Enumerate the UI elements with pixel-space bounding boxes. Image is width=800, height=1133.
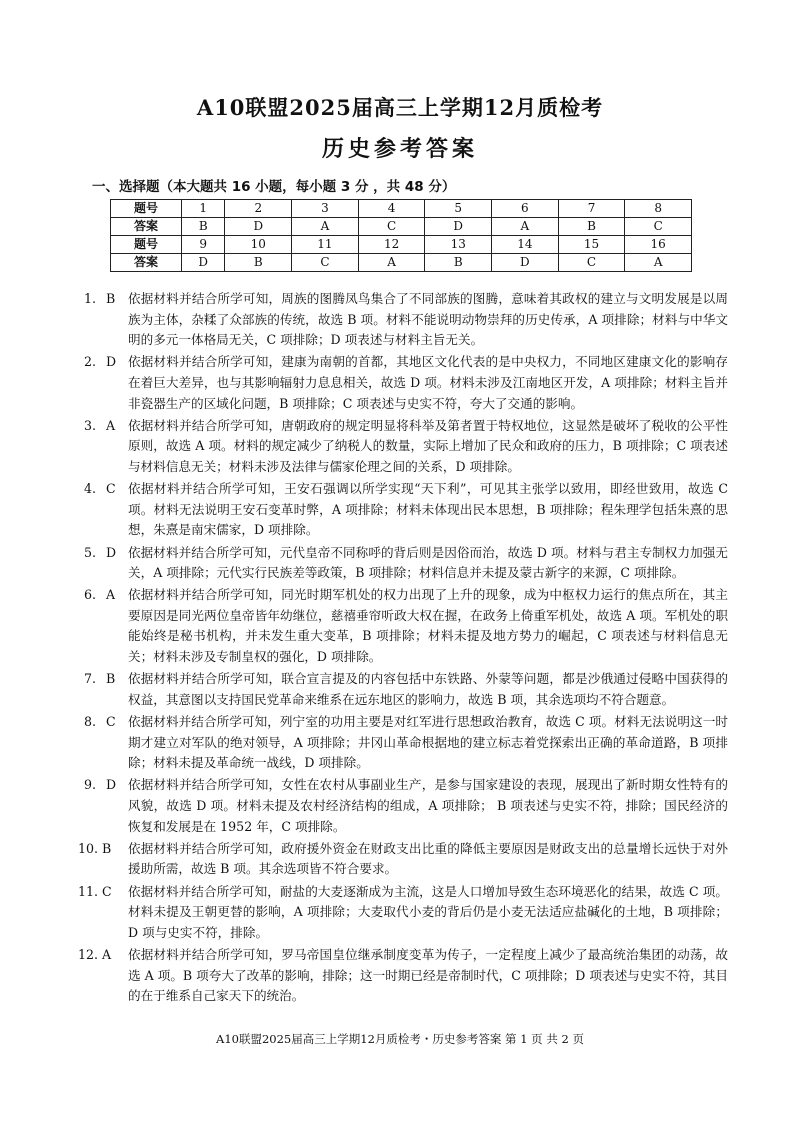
answer-cell: A	[358, 254, 425, 272]
item-answer: A	[106, 587, 116, 603]
item-text: 依据材料并结合所学可知，列宁室的功用主要是对红军进行思想政治教育，故选 C 项。材料无法说明这一时期才建立对军队的绝对领导，A 项排除；井冈山革命根据地的建立标志着党探索出正确的革命道路，B 项排除；材料未提及革命统一战线，D 项排除。	[128, 714, 728, 771]
question-number-cell: 14	[492, 236, 559, 254]
item-number: 10.	[78, 840, 99, 856]
question-number-cell: 3	[292, 200, 359, 218]
page-footer: A10联盟2025届高三上学期12月质检考・历史参考答案 第 1 页 共 2 页	[216, 1032, 584, 1046]
item-answer: B	[106, 671, 116, 687]
table-row-numbers-1	[111, 200, 692, 218]
answer-cell: B	[558, 218, 625, 236]
item-number: 4.	[84, 481, 97, 497]
item-text: 依据材料并结合所学可知，周族的图腾凤鸟集合了不同部族的图腾，意味着其政权的建立与文明发展是以周族为主体，杂糅了众部族的传统，故选 B 项。材料不能说明动物崇拜的历史传承，A 项排除；材料与中华文明的多元一体格局无关，C 项排除；D 项表述与材料主旨无关。	[128, 291, 728, 348]
answer-cell: B	[425, 254, 492, 272]
item-text: 依据材料并结合所学可知，元代皇帝不同称呼的背后则是因俗而治，故选 D 项。材料与君主专制权力加强无关，A 项排除；元代实行民族差等政策，B 项排除；材料信息并未提及蒙古新字的来源，C 项排除。	[128, 544, 728, 581]
table-row-numbers-2	[111, 236, 692, 254]
answer-cell: A	[625, 254, 692, 272]
question-number-cell: 4	[358, 200, 425, 218]
item-answer: C	[106, 481, 116, 497]
item-number: 8.	[84, 714, 97, 730]
answer-cell: D	[492, 254, 559, 272]
question-number-cell: 10	[225, 236, 292, 254]
explanation-item-11	[78, 882, 728, 944]
explanation-item-5	[78, 543, 728, 584]
item-number: 3.	[84, 417, 97, 433]
explanation-list	[78, 289, 728, 1008]
section-heading: 一、选择题（本大题共 16 小题，每小题 3 分 ，共 48 分）	[92, 179, 456, 195]
item-text: 依据材料并结合所学可知，唐朝政府的规定明显将科举及第者置于特权地位，这显然是破坏了税收的公平性原则，故选 A 项。材料的规定减少了纳税人的数量，实际上增加了民众和政府的压力，B 项排除；C 项表述与材料信息无关；材料未涉及法律与儒家伦理之间的关系，D 项排除。	[128, 417, 728, 474]
explanation-item-2	[78, 352, 728, 414]
item-text: 依据材料并结合所学可知，女性在农村从事副业生产，是参与国家建设的表现，展现出了新时期女性特有的风貌，故选 D 项。材料未提及农村经济结构的组成，A 项排除； B 项表述与史实不符，排除；国民经济的恢复和发展是在 1952 年，C 项排除。	[128, 777, 728, 834]
explanation-item-12	[78, 945, 728, 1007]
question-number-cell: 15	[558, 236, 625, 254]
item-answer: C	[106, 714, 116, 730]
item-number: 1.	[84, 291, 97, 306]
item-text: 依据材料并结合所学可知，同光时期军机处的权力出现了上升的现象，成为中枢权力运行的焦点所在，其主要原因是同光两位皇帝皆年幼继位，慈禧垂帘听政大权在握，在政务上倚重军机处，故选 A 项。军机处的职能始终是秘书机构，并未发生重大变革，B 项排除；材料未提及地方势力的崛起，C 项表述与材料信息无关；材料未涉及专制皇权的强化，D 项排除。	[128, 587, 728, 665]
answer-cell: D	[225, 218, 292, 236]
question-number-cell: 11	[292, 236, 359, 254]
item-answer: A	[102, 946, 112, 962]
explanation-item-9	[78, 775, 728, 837]
explanation-item-10	[78, 839, 728, 880]
explanation-item-3	[78, 416, 728, 478]
answer-cell: A	[492, 218, 559, 236]
row-label-answer: 答案	[111, 254, 182, 272]
explanation-item-8	[78, 712, 728, 774]
item-answer: D	[106, 544, 117, 560]
row-label-answer: 答案	[111, 218, 182, 236]
question-number-cell: 13	[425, 236, 492, 254]
item-text: 依据材料并结合所学可知，罗马帝国皇位继承制度变革为传子，一定程度上减少了最高统治集团的动荡，故选 A 项。B 项夸大了改革的影响，排除；这一时期已经是帝制时代，C 项排除；D 项表述与史实不符，其目的在于维系自己家天下的统治。	[128, 946, 728, 1004]
answer-cell: C	[625, 218, 692, 236]
document-subtitle: 历史参考答案	[321, 136, 478, 162]
item-text: 依据材料并结合所学可知，王安石强调以所学实现“天下利”，可见其主张学以致用，即经世致用，故选 C 项。材料无法说明王安石变革时弊，A 项排除；材料未体现出民本思想，B 项排除；程朱理学包括朱熹的思想，朱熹是南宋儒家，D 项排除。	[128, 481, 728, 538]
item-answer: B	[106, 291, 116, 306]
item-answer: A	[106, 417, 116, 433]
explanation-item-7	[78, 669, 728, 710]
answer-cell: C	[292, 254, 359, 272]
item-text: 依据材料并结合所学可知，联合宣言提及的内容包括中东铁路、外蒙等问题，都是沙俄通过侵略中国获得的权益，其意图以支持国民党革命来维系在远东地区的影响力，故选 B 项，其余选项均不符合题意。	[128, 671, 728, 707]
question-number-cell: 6	[492, 200, 559, 218]
item-text: 依据材料并结合所学可知，耐盐的大麦逐渐成为主流，这是人口增加导致生态环境恶化的结果，故选 C 项。材料未提及王朝更替的影响，A 项排除；大麦取代小麦的背后仍是小麦无法适应盐碱化的土地，B 项排除；D 项与史实不符，排除。	[128, 883, 728, 940]
item-number: 11.	[78, 883, 99, 899]
answer-table	[110, 199, 692, 272]
table-row-answers-1	[111, 218, 692, 236]
item-answer: B	[102, 840, 112, 856]
question-number-cell: 5	[425, 200, 492, 218]
item-answer: C	[102, 883, 112, 899]
question-number-cell: 1	[182, 200, 225, 218]
item-number: 6.	[84, 587, 97, 603]
answer-cell: B	[225, 254, 292, 272]
question-number-cell: 7	[558, 200, 625, 218]
item-number: 5.	[84, 544, 97, 560]
question-number-cell: 12	[358, 236, 425, 254]
question-number-cell: 8	[625, 200, 692, 218]
answer-cell: C	[558, 254, 625, 272]
document-title: A10联盟2025届高三上学期12月质检考	[196, 95, 604, 120]
table-row-answers-2	[111, 254, 692, 272]
item-number: 2.	[84, 354, 97, 370]
explanation-item-4	[78, 479, 728, 541]
answer-cell: C	[358, 218, 425, 236]
item-answer: D	[106, 354, 117, 370]
row-label-number: 题号	[111, 200, 182, 218]
row-label-number: 题号	[111, 236, 182, 254]
answer-cell: B	[182, 218, 225, 236]
item-number: 7.	[84, 671, 97, 687]
item-number: 12.	[78, 946, 99, 962]
answer-cell: D	[182, 254, 225, 272]
item-number: 9.	[84, 777, 97, 793]
answer-cell: D	[425, 218, 492, 236]
question-number-cell: 9	[182, 236, 225, 254]
explanation-item-6	[78, 585, 728, 667]
explanation-item-1	[78, 289, 728, 351]
item-text: 依据材料并结合所学可知，政府援外资金在财政支出比重的降低主要原因是财政支出的总量增长远快于对外援助所需，故选 B 项。其余选项皆不符合要求。	[128, 840, 728, 877]
question-number-cell: 2	[225, 200, 292, 218]
item-answer: D	[106, 777, 117, 793]
item-text: 依据材料并结合所学可知，建康为南朝的首都，其地区文化代表的是中央权力，不同地区建康文化的影响存在着巨大差异，也与其影响辐射力息息相关，故选 D 项。材料未涉及江南地区开发，A 项排除；材料主旨并非瓷器生产的区域化问题，B 项排除；C 项表述与史实不符，夸大了交通的影响。	[128, 354, 728, 411]
question-number-cell: 16	[625, 236, 692, 254]
answer-cell: A	[292, 218, 359, 236]
